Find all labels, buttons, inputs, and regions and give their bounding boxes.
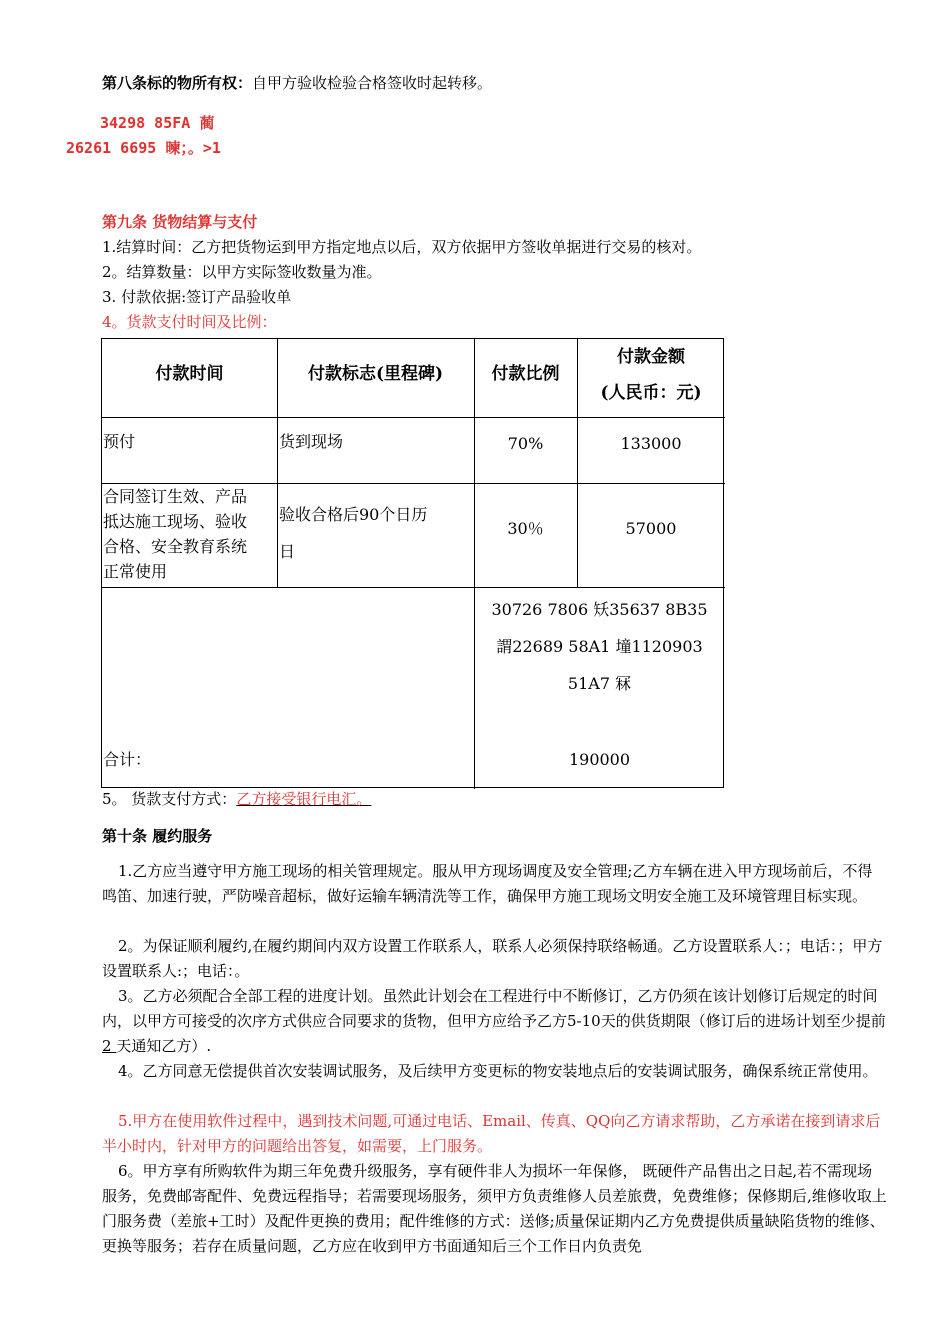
- garbled-line-1: 34298 85FA 蔺: [100, 114, 215, 132]
- payment-method-line: [102, 788, 407, 809]
- total-label: 合计：: [103, 750, 152, 769]
- table-garbled-block: [474, 591, 725, 702]
- article8-line: [102, 72, 492, 93]
- article10-para-2: 2。为保证顺利履约,在履约期间内双方设置工作联系人，联系人必须保持联络畅通。乙方设置联系人：；电话：；甲方设置联系人:；电话：。: [102, 937, 883, 980]
- article9-heading: 第九条 货物结算与支付: [102, 213, 258, 231]
- article8-text: 自甲方验收检验合格签收时起转移。: [252, 74, 493, 92]
- article10-heading: 第十条 履约服务: [102, 827, 213, 845]
- article10-para-1: 1.乙方应当遵守甲方施工现场的相关管理规定。服从甲方现场调度及安全管理;乙方车辆在进入甲方现场前后，不得鸣笛、加速行驶，严防噪音超标，做好运输车辆清洗等工作，确保甲方施工现场文明安全施工及环境管理目标实现。: [102, 862, 873, 905]
- table-divider: [577, 339, 578, 587]
- row2-time-line: 合同签订生效、产品: [103, 487, 248, 506]
- article10-para-3-tail: 天通知乙方）.: [116, 1037, 212, 1055]
- article10-para-3-text: 3。乙方必须配合全部工程的进度计划。虽然此计划会在工程进行中不断修订，乙方仍须在该计划修订后规定的时间内，以甲方可接受的次序方式供应合同要求的货物，但甲方应给予乙方5-10天的供货期限（修订后的进场计划至少提前: [102, 987, 886, 1030]
- row2-milestone-line: 日: [279, 542, 296, 561]
- header-amount-unit: (人民币：元): [600, 383, 702, 403]
- lead-days-fill: [102, 1037, 116, 1055]
- table-garbled-line: 51A7 冧: [567, 674, 632, 693]
- payment-table: [101, 338, 724, 788]
- row2-time-line: 合格、安全教育系统: [103, 537, 248, 556]
- table-divider: [102, 417, 725, 418]
- payment-method-value: 乙方接受银行电汇。: [236, 790, 372, 808]
- row1-time: 预付: [103, 432, 136, 451]
- article9-item-2: 2。结算数量：以甲方实际签收数量为准。: [102, 263, 382, 281]
- payment-method-prefix: 5。 货款支付方式：: [102, 790, 237, 808]
- article9-item-3: 3. 付款依据:签订产品验收单: [102, 288, 292, 306]
- garbled-line-2: 26261 6695 暕；。>1: [66, 139, 221, 157]
- row2-ratio: 30％: [507, 519, 544, 538]
- row2-milestone-line: 验收合格后90个日历: [279, 505, 428, 524]
- header-amount: 付款金额: [617, 347, 685, 367]
- row2-time: [103, 484, 277, 584]
- article10-para-5: 5.甲方在使用软件过程中，遇到技术问题,可通过电话、Email、传真、QQ向乙方请求帮助，乙方承诺在接到请求后半小时内，针对甲方的问题给出答复，如需要，上门服务。: [102, 1112, 881, 1155]
- table-divider: [474, 339, 475, 789]
- table-divider: [102, 587, 725, 588]
- table-garbled-line: 30726 7806 矨35637 8B35: [491, 600, 708, 619]
- table-garbled-line: 謂22689 58A1 墥1120903: [496, 637, 703, 656]
- row1-milestone: 货到现场: [279, 432, 344, 451]
- header-milestone: 付款标志(里程碑): [307, 364, 444, 384]
- article10-para-4: 4。乙方同意无偿提供首次安装调试服务，及后续甲方变更标的物安装地点后的安装调试服务，确保系统正常使用。: [118, 1062, 878, 1080]
- article9-item-1: 1.结算时间：乙方把货物运到甲方指定地点以后，双方依据甲方签收单据进行交易的核对。: [102, 238, 702, 256]
- row2-milestone: [279, 496, 427, 570]
- row2-time-line: 抵达施工现场、验收: [103, 512, 248, 531]
- row1-amount: 133000: [620, 434, 682, 453]
- row2-time-line: 正常使用: [103, 562, 168, 581]
- row2-amount: 57000: [625, 519, 677, 538]
- article9-item-4: 4。货款支付时间及比例：: [102, 313, 277, 331]
- lead-days-value: 2: [102, 1037, 112, 1055]
- header-payment-time: 付款时间: [155, 364, 224, 384]
- article10-para-6: 6。甲方享有所购软件为期三年免费升级服务，享有硬件非人为损坏一年保修， 既硬件产品售出之日起,若不需现场服务，免费邮寄配件、免费远程指导；若需要现场服务，须甲方负责维修人员差旅费，免费维修；保修期后,维修收取上门服务费（差旅+工时）及配件更换的费用；配件维修的方式：送修;质量保证期内乙方免费提供质量缺陷货物的维修、更换等服务；若存在质量问题，乙方应在收到甲方书面通知后三个工作日内负责免: [102, 1162, 887, 1255]
- total-value: 190000: [568, 750, 631, 769]
- article8-heading: 第八条标的物所有权：: [102, 74, 253, 92]
- article10-para-3: [102, 984, 887, 1059]
- row1-ratio: 70%: [507, 434, 544, 453]
- header-ratio: 付款比例: [491, 364, 560, 384]
